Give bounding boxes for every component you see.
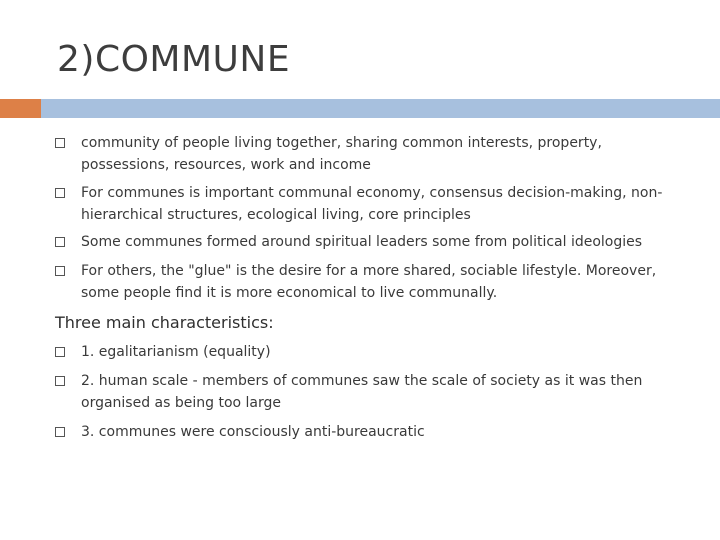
bullet-text: Some communes formed around spiritual leaders some from political ideologies	[81, 234, 643, 250]
square-bullet-icon	[55, 376, 65, 386]
characteristic-text: 3. communes were consciously anti-bureaucratic	[81, 424, 425, 440]
square-bullet-icon	[55, 138, 65, 148]
characteristics-heading: Three main characteristics:	[55, 313, 274, 332]
slide-title: 2)COMMUNE	[57, 39, 291, 80]
bullet-text: For others, the "glue" is the desire for a more shared, sociable lifestyle. Moreover, some people find it is more economical to live communally.	[81, 263, 657, 301]
accent-bar-blue	[41, 99, 720, 118]
square-bullet-icon	[55, 266, 65, 276]
characteristic-text: 2. human scale - members of communes saw the scale of society as it was then organised as being too large	[81, 373, 643, 411]
bullet-text: community of people living together, sharing common interests, property, possessions, resources, work and income	[81, 135, 602, 173]
characteristic-text: 1. egalitarianism (equality)	[81, 344, 271, 360]
square-bullet-icon	[55, 427, 65, 437]
accent-bar-orange	[0, 99, 41, 118]
square-bullet-icon	[55, 347, 65, 357]
square-bullet-icon	[55, 188, 65, 198]
bullet-text: For communes is important communal economy, consensus decision-making, non-hierarchical structures, ecological living, core principles	[81, 185, 663, 223]
square-bullet-icon	[55, 237, 65, 247]
